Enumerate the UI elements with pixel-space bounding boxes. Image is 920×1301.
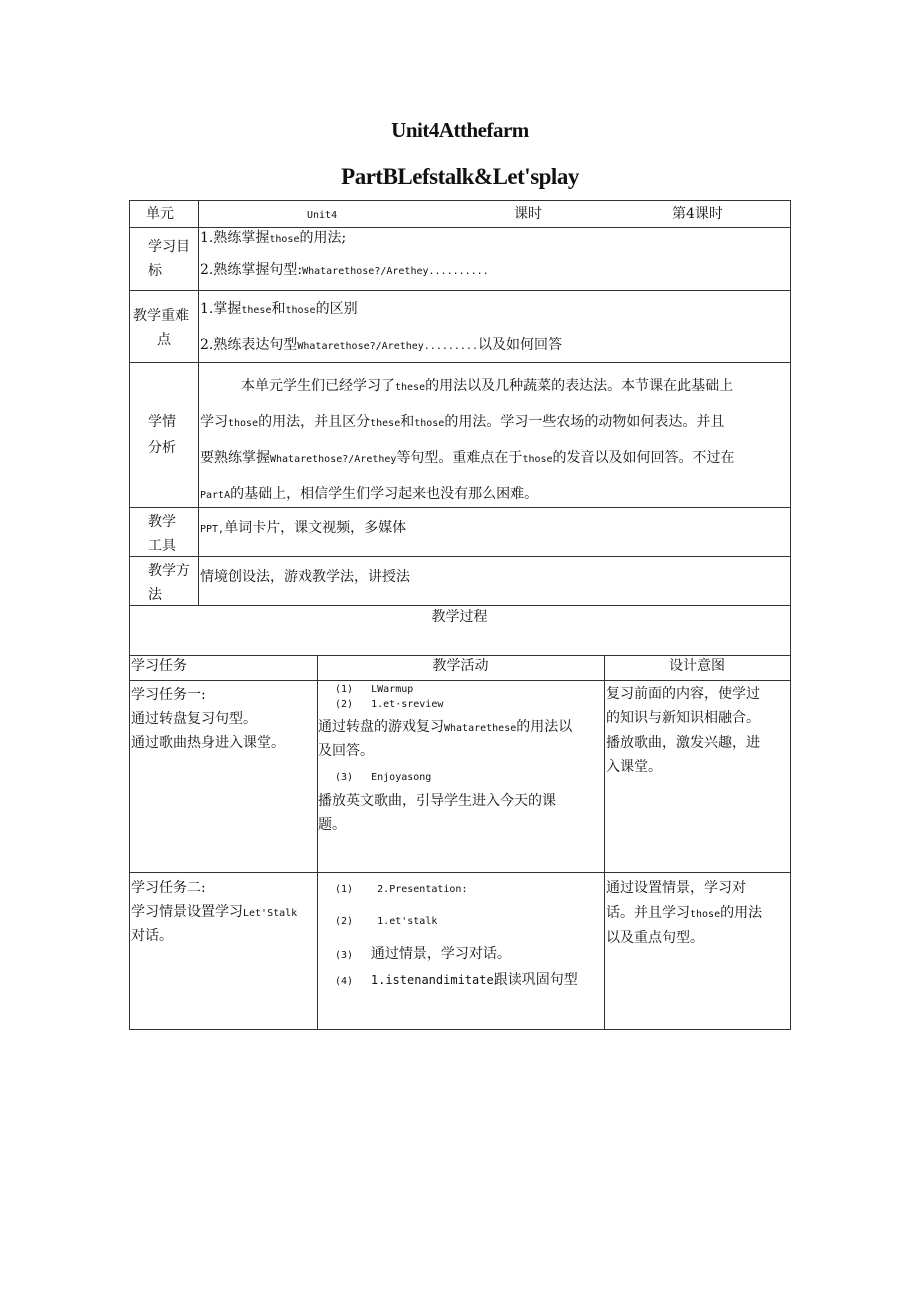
keypoints-item-2: 2.熟练表达句型Whatarethose?/Arethey.........以及如何回答 bbox=[200, 337, 562, 353]
task2-design-3: 以及重点句型。 bbox=[606, 930, 704, 946]
analysis-line-3: 要熟练掌握Whatarethose?/Arethey等句型。重难点在于those的发音以及如何回答。不过在 bbox=[200, 450, 735, 466]
methods-text: 情境创设法，游戏教学法，讲授法 bbox=[200, 569, 410, 585]
task2-act4: (4) 1.istenandimitate跟读巩固句型 bbox=[335, 972, 578, 988]
unit-label: 单元 bbox=[146, 206, 174, 222]
analysis-label-line2: 分析 bbox=[148, 440, 176, 456]
task1-act2-desc: 通过转盘的游戏复习Whatarethese的用法以 bbox=[318, 719, 573, 735]
task1-act2: (2) 1.et·sreview bbox=[335, 699, 444, 710]
analysis-label-line1: 学情 bbox=[148, 414, 176, 430]
task2-design-1: 通过设置情景，学习对 bbox=[606, 880, 746, 896]
goals-label-line2: 标 bbox=[148, 263, 162, 279]
methods-label-line2: 法 bbox=[148, 587, 162, 603]
task2-design-2: 话。并且学习those的用法 bbox=[606, 905, 763, 921]
task2-line-1: 学习情景设置学习Let'Stalk bbox=[131, 904, 298, 920]
keypoints-label-line2: 点 bbox=[157, 332, 171, 348]
methods-label-line1: 教学方 bbox=[148, 563, 190, 579]
tools-label-line1: 教学 bbox=[148, 514, 176, 530]
period-value: 第4课时 bbox=[672, 206, 723, 222]
task1-act3: (3) Enjoyasong bbox=[335, 772, 432, 783]
analysis-line-4: PartA的基础上，相信学生们学习起来也没有那么困难。 bbox=[200, 486, 539, 502]
task1-design-4: 入课堂。 bbox=[606, 759, 662, 775]
task1-design-2: 的知识与新知识相融合。 bbox=[606, 710, 760, 726]
goals-item-2: 2.熟练掌握句型:Whatarethose?/Arethey.......... bbox=[200, 262, 489, 278]
task2-act1: (1) 2.Presentation: bbox=[335, 884, 468, 895]
task1-act2-desc-2: 及回答。 bbox=[318, 743, 374, 759]
task1-act1: (1) LWarmup bbox=[335, 684, 414, 695]
document-subtitle: PartBLefstalk&Let'splay bbox=[341, 164, 579, 189]
period-label: 课时 bbox=[514, 206, 542, 222]
keypoints-label-line1: 教学重难 bbox=[133, 308, 189, 324]
task1-act3-desc-1: 播放英文歌曲，引导学生进入今天的课 bbox=[318, 793, 556, 809]
task2-act2: (2) 1.et'stalk bbox=[335, 916, 438, 927]
unit-value: Unit4 bbox=[307, 210, 338, 221]
keypoints-item-1: 1.掌握these和those的区别 bbox=[200, 301, 358, 317]
col-design-header: 设计意图 bbox=[669, 658, 725, 674]
process-heading: 教学过程 bbox=[431, 609, 488, 625]
task1-design-1: 复习前面的内容，使学过 bbox=[606, 686, 760, 702]
col-task-header: 学习任务 bbox=[131, 658, 187, 674]
analysis-line-1: 本单元学生们已经学习了these的用法以及几种蔬菜的表达法。本节课在此基础上 bbox=[241, 378, 734, 394]
task1-line-2: 通过歌曲热身进入课堂。 bbox=[131, 735, 285, 751]
tools-text: PPT,单词卡片，课文视频，多媒体 bbox=[200, 520, 407, 536]
col-activity-header: 教学活动 bbox=[432, 658, 489, 674]
document-title: Unit4Atthefarm bbox=[391, 118, 529, 142]
task1-title: 学习任务一: bbox=[131, 687, 206, 703]
task1-line-1: 通过转盘复习句型。 bbox=[131, 711, 257, 727]
task1-design-3: 播放歌曲，激发兴趣，进 bbox=[606, 735, 760, 751]
goals-item-1: 1.熟练掌握those的用法; bbox=[200, 230, 347, 246]
analysis-line-2: 学习those的用法，并且区分these和those的用法。学习一些农场的动物如何表达。并且 bbox=[200, 414, 725, 430]
task2-act3: (3) 通过情景，学习对话。 bbox=[335, 946, 511, 962]
goals-label-line1: 学习目 bbox=[148, 239, 190, 255]
tools-label-line2: 工具 bbox=[148, 538, 176, 554]
task1-act3-desc-2: 题。 bbox=[318, 817, 346, 833]
task2-line-2: 对话。 bbox=[131, 928, 173, 944]
task2-title: 学习任务二: bbox=[131, 880, 206, 896]
